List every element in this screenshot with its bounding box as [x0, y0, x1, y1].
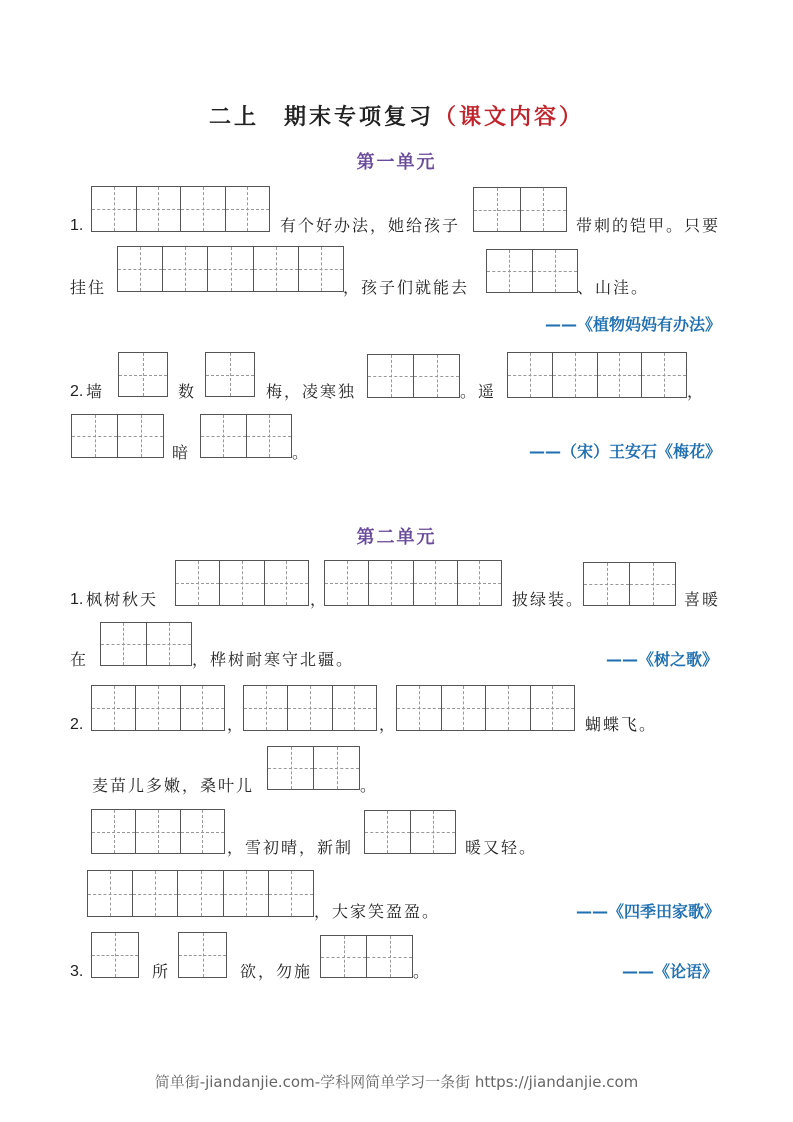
text-segment: 墙 [86, 382, 105, 401]
writing-grid-3[interactable] [91, 685, 225, 731]
text-segment: 。 [360, 776, 379, 795]
text-segment: 所 [152, 962, 171, 981]
text-segment: 、山洼。 [577, 278, 650, 297]
q-number: 3. [70, 963, 84, 980]
text-segment: 。 [292, 443, 311, 462]
text-segment: 。遥 [460, 382, 497, 401]
writing-grid-2[interactable] [267, 746, 360, 790]
q-number: 1. [70, 217, 84, 234]
writing-grid-4[interactable] [324, 560, 502, 606]
q-number: 2. [70, 716, 84, 733]
writing-grid-3[interactable] [91, 809, 225, 854]
text-segment: 数 [178, 382, 197, 401]
footer-watermark: 简单街-jiandanjie.com-学科网简单学习一条街 https://jiandanjie.com [154, 1073, 639, 1091]
writing-grid-5[interactable] [117, 246, 344, 292]
writing-grid-3[interactable] [243, 685, 377, 731]
writing-grid-1[interactable] [118, 352, 168, 397]
source-citation: ——《植物妈妈有办法》 [544, 315, 721, 334]
text-segment: ，大家笑盈盈。 [314, 902, 441, 921]
writing-grid-2[interactable] [486, 249, 578, 293]
text-segment: 披绿装。 [512, 590, 585, 609]
writing-grid-2[interactable] [583, 562, 676, 606]
text-segment: 枫树秋天 [86, 590, 159, 609]
q-number: 1. [70, 591, 84, 608]
writing-grid-2[interactable] [364, 810, 456, 854]
text-segment: 暗 [172, 443, 191, 462]
text-segment: 蝴蝶飞。 [585, 715, 658, 734]
writing-grid-2[interactable] [320, 935, 413, 978]
writing-grid-4[interactable] [396, 685, 575, 731]
text-segment: 有个好办法，她给孩子 [280, 216, 461, 235]
source-citation: ——《论语》 [621, 962, 718, 981]
text-segment: ，孩子们就能去 [343, 278, 470, 297]
writing-grid-2[interactable] [200, 414, 292, 458]
text-segment: ，桦树耐寒守北疆。 [192, 650, 355, 669]
source-citation: ——《树之歌》 [605, 650, 718, 669]
text-segment: ， [379, 715, 398, 734]
source-citation: ——（宋）王安石《梅花》 [528, 442, 721, 461]
unit2-heading: 第二单元 [356, 527, 437, 548]
text-segment: 欲，勿施 [240, 962, 313, 981]
unit1-heading: 第一单元 [356, 152, 437, 173]
text-segment: 。 [413, 962, 432, 981]
writing-grid-3[interactable] [175, 560, 309, 606]
q-number: 2. [70, 383, 84, 400]
text-segment: 挂住 [70, 278, 107, 297]
text-segment: ，雪初晴，新制 [227, 838, 354, 857]
source-citation: ——《四季田家歌》 [575, 902, 720, 921]
writing-grid-5[interactable] [87, 870, 314, 917]
writing-grid-1[interactable] [205, 352, 255, 397]
writing-grid-4[interactable] [507, 352, 687, 398]
title-main: 二上 期末专项复习 [208, 105, 434, 130]
text-segment: 暖又轻。 [465, 838, 538, 857]
title-highlight: （课文内容） [434, 105, 585, 130]
writing-grid-2[interactable] [367, 354, 460, 398]
text-segment: 在 [70, 650, 89, 669]
text-segment: ， [687, 382, 706, 401]
writing-grid-1[interactable] [91, 932, 139, 978]
text-segment: ， [227, 715, 246, 734]
text-segment: 麦苗儿多嫩，桑叶儿 [92, 776, 255, 795]
writing-grid-4[interactable] [91, 186, 270, 232]
page-title [0, 100, 793, 131]
text-segment: 梅，凌寒独 [266, 382, 357, 401]
writing-grid-1[interactable] [178, 932, 227, 978]
text-segment: 喜暖 [684, 590, 721, 609]
text-segment: 带刺的铠甲。只要 [576, 216, 721, 235]
writing-grid-2[interactable] [71, 414, 164, 458]
writing-grid-2[interactable] [100, 622, 192, 666]
text-segment: ， [310, 590, 329, 609]
writing-grid-2[interactable] [473, 187, 567, 232]
